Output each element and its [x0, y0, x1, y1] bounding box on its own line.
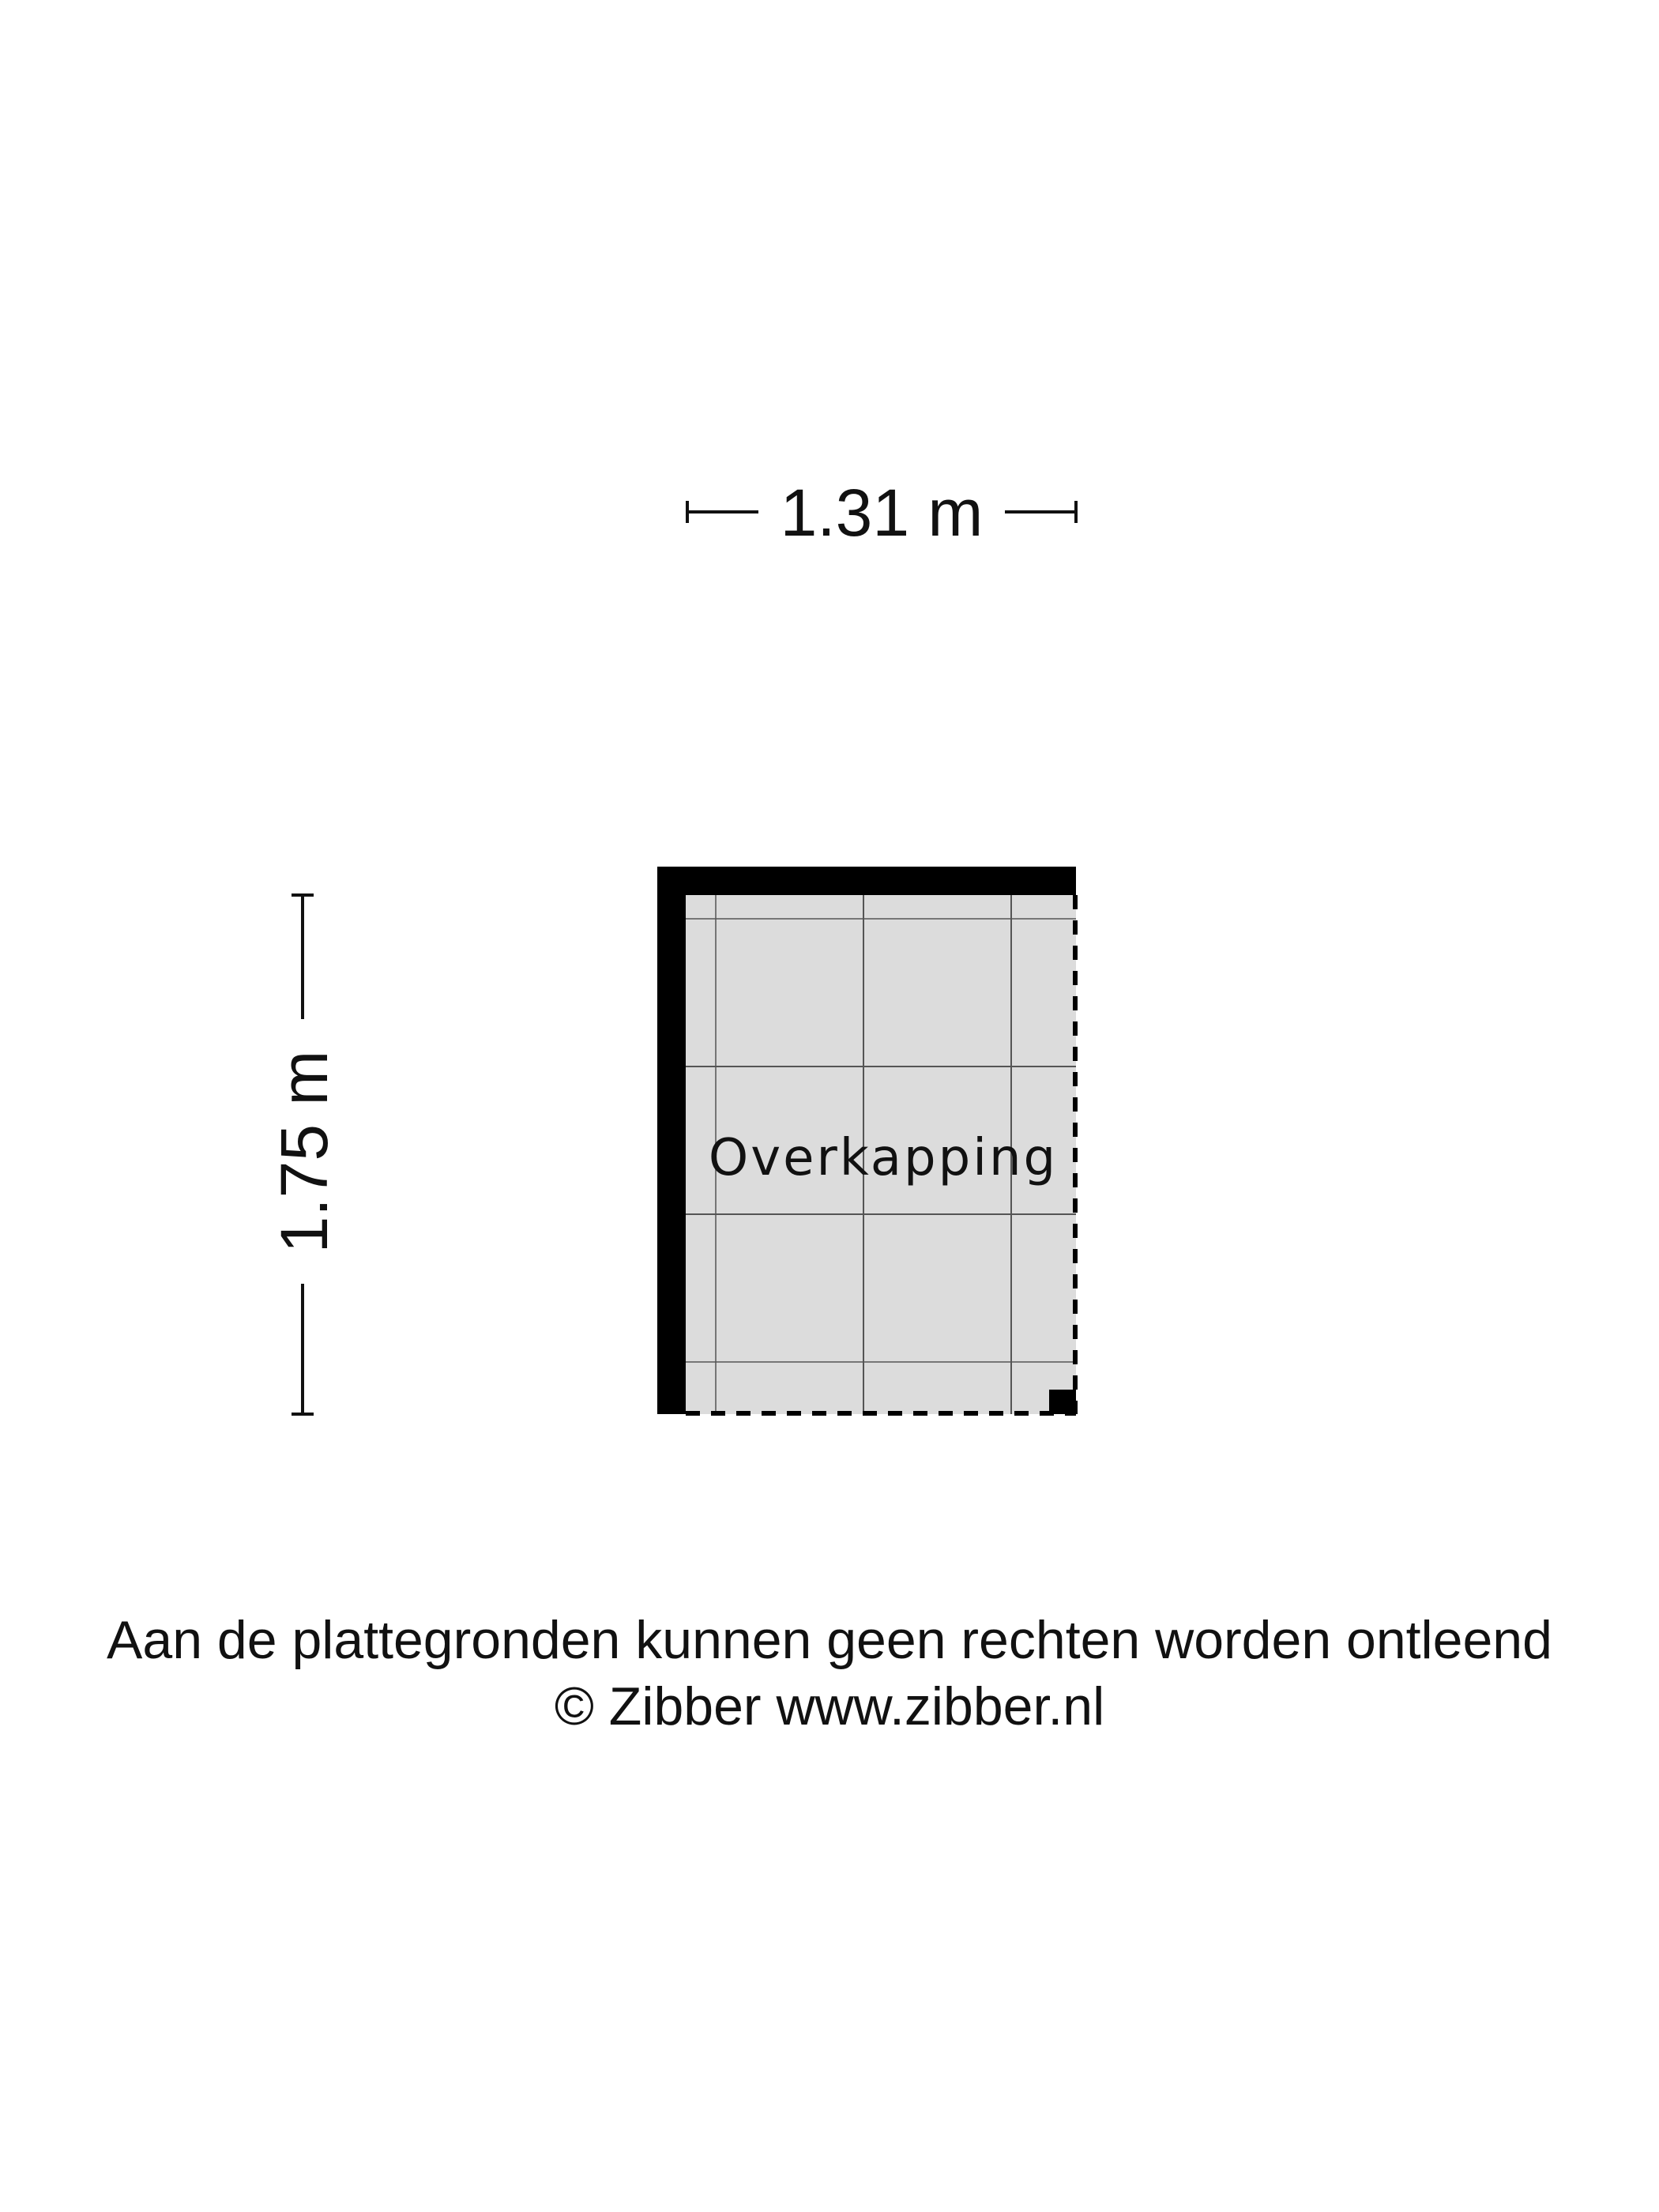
corner-post	[1049, 1390, 1076, 1414]
wall-top	[657, 867, 1076, 895]
wall-left	[657, 867, 686, 1414]
height-dimension-label: 1.75 m	[267, 1050, 341, 1254]
copyright-text: © Zibber www.zibber.nl	[554, 1676, 1105, 1736]
room-label: Overkapping	[708, 1129, 1059, 1187]
disclaimer-text: Aan de plattegronden kunnen geen rechten worden ontleend	[107, 1610, 1552, 1670]
width-dimension-label: 1.31 m	[780, 476, 984, 550]
